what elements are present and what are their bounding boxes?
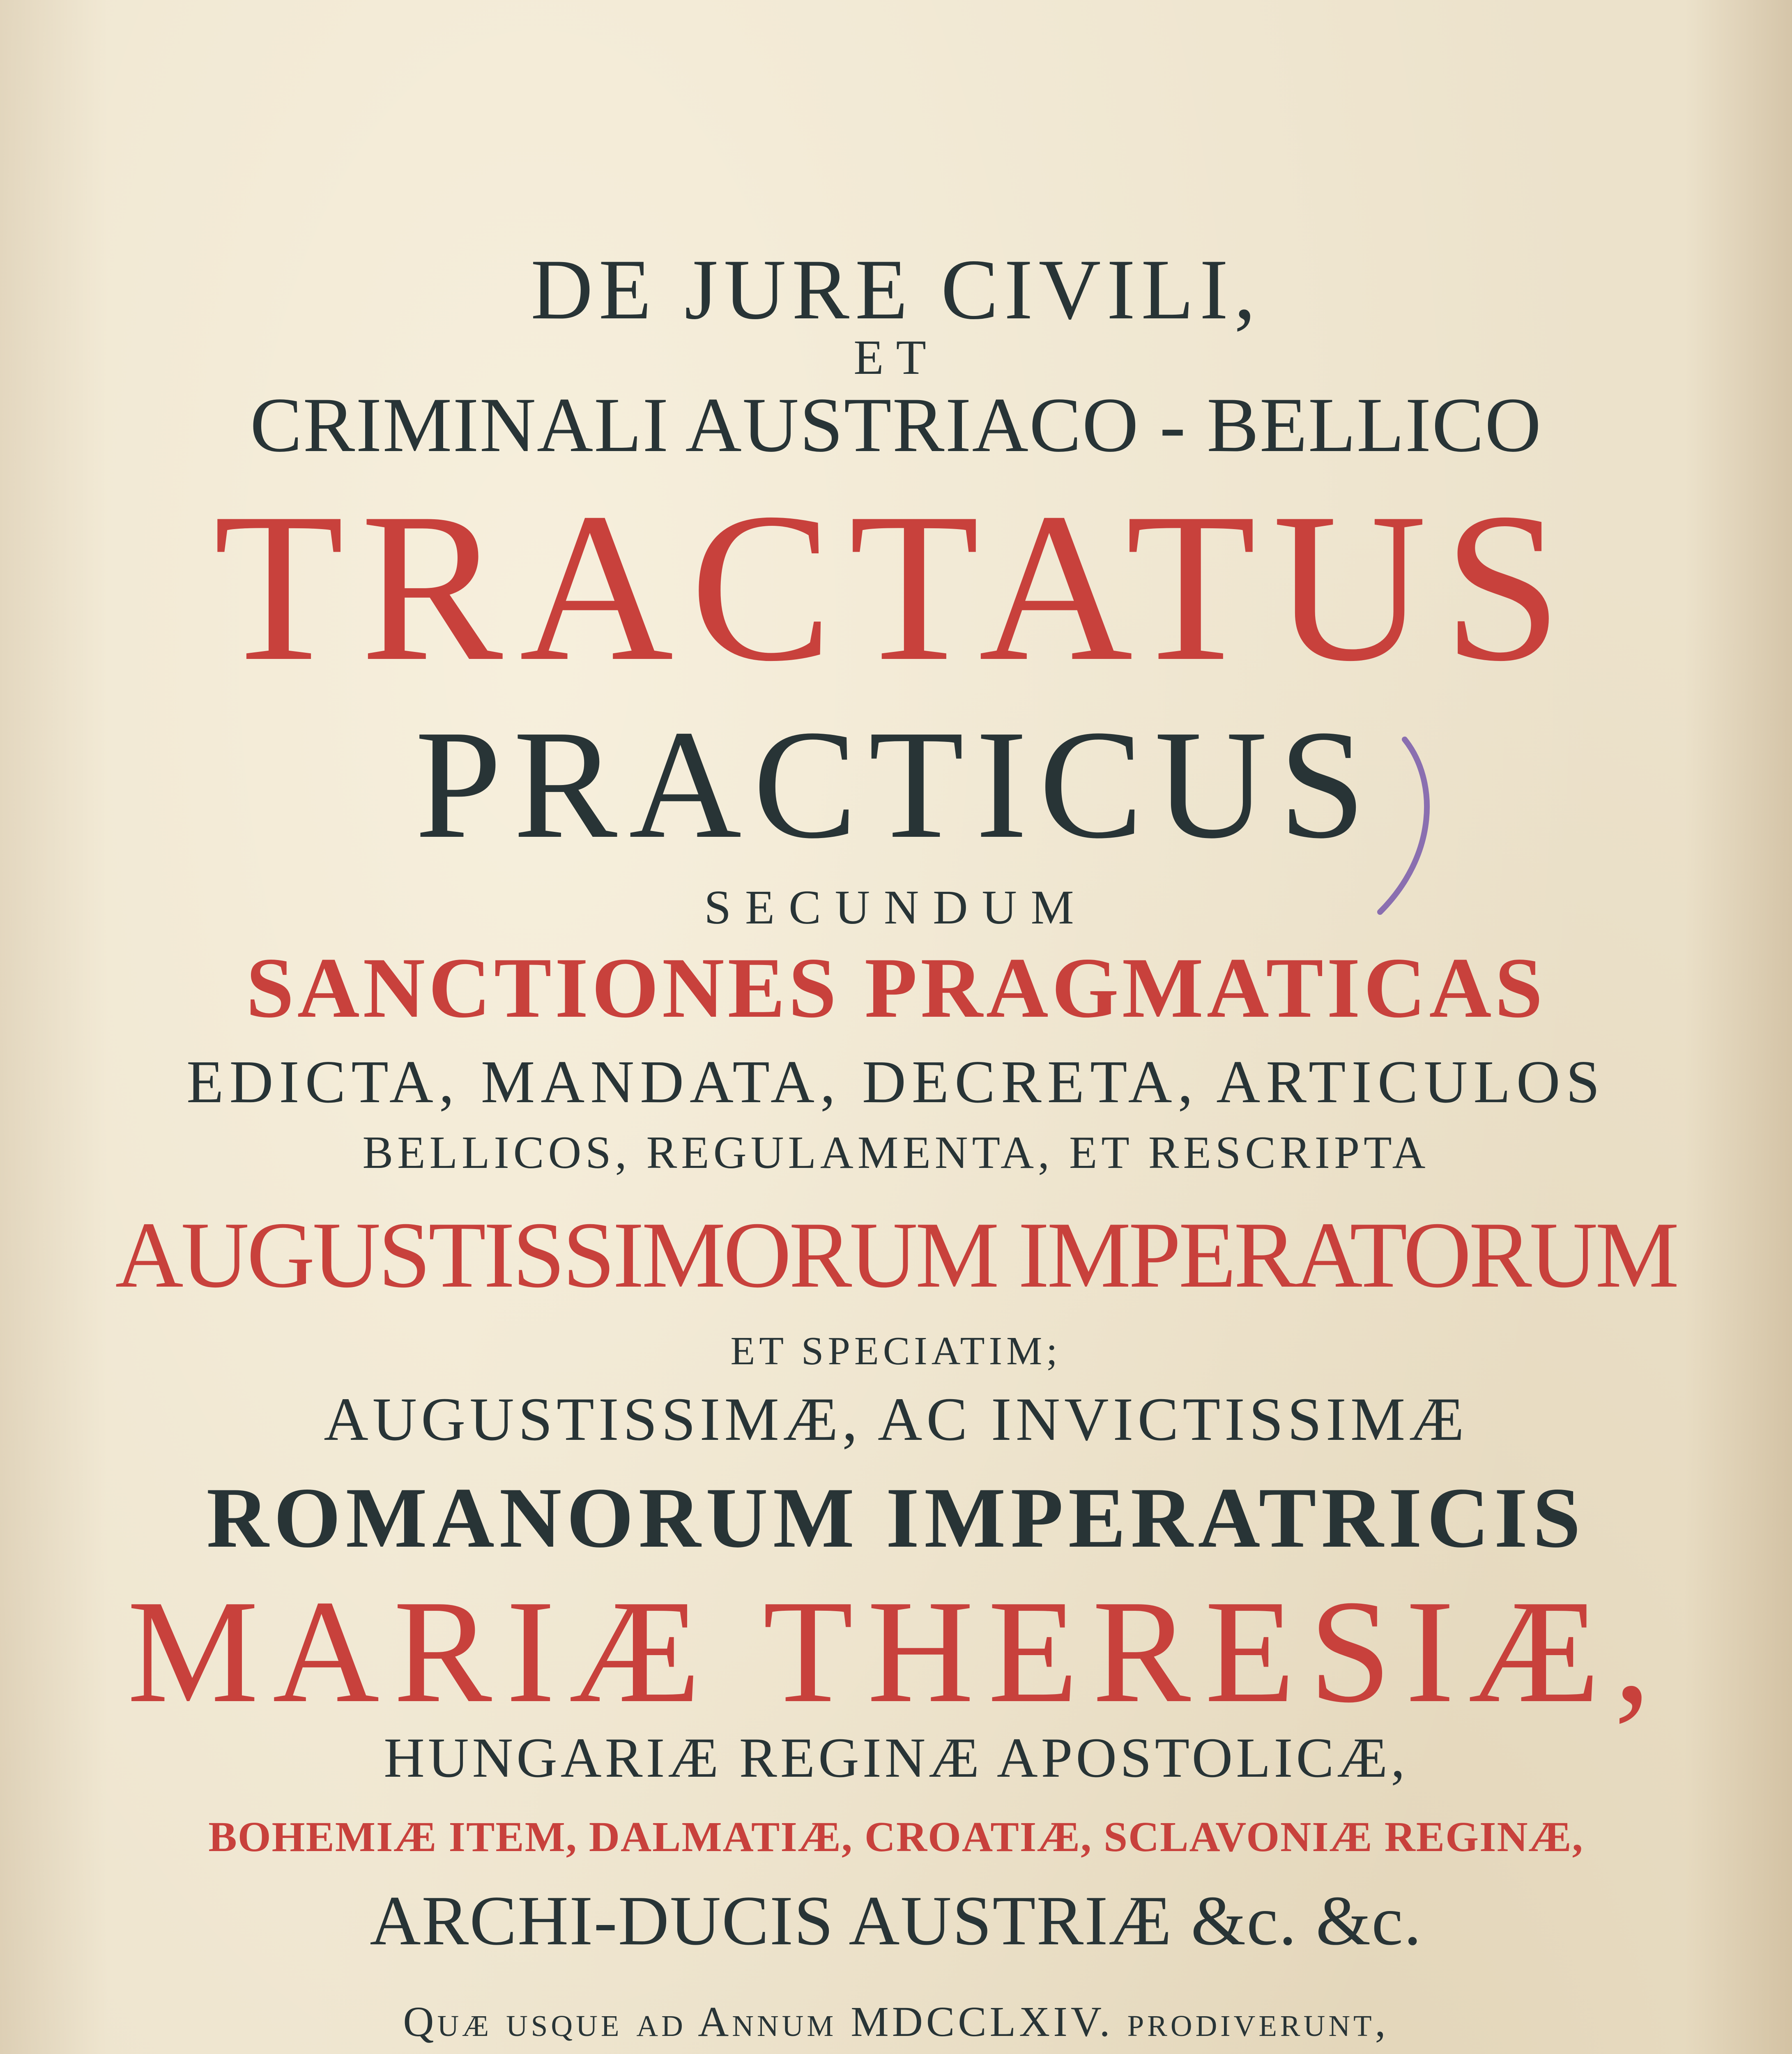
- ink-bracket-annotation: [1355, 731, 1454, 920]
- title-word-tractatus: TRACTATUS: [213, 469, 1579, 705]
- line-bellicos-regulamenta: BELLICOS, REGULAMENTA, ET RESCRIPTA: [362, 1127, 1430, 1178]
- line-mariae-theresiae: MARIÆ THERESIÆ,: [127, 1569, 1665, 1733]
- line-edicta-mandata: EDICTA, MANDATA, DECRETA, ARTICULOS: [186, 1048, 1606, 1116]
- title-word-practicus: PRACTICUS: [415, 698, 1377, 871]
- line-secundum: SECUNDUM: [704, 880, 1088, 934]
- line-hungariae-reginae: HUNGARIÆ REGINÆ APOSTOLICÆ,: [384, 1726, 1408, 1789]
- title-line-de-jure-civili: DE JURE CIVILI,: [531, 242, 1261, 337]
- line-augustissimorum-imperatorum: AUGUSTISSIMORUM IMPERATORUM: [115, 1202, 1677, 1307]
- line-bohemiae-item: BOHEMIÆ ITEM, DALMATIÆ, CROATIÆ, SCLAVONIÆ REGINÆ,: [208, 1813, 1584, 1861]
- line-archi-ducis: ARCHI-DUCIS AUSTRIÆ &c. &c.: [370, 1882, 1422, 1960]
- line-quae-usque: Quæ usque ad Annum MDCCLXIV. prodiverunt,: [403, 1998, 1389, 2045]
- line-romanorum-imperatricis: ROMANORUM IMPERATRICIS: [206, 1470, 1586, 1566]
- line-sanctiones-pragmaticas: SANCTIONES PRAGMATICAS: [246, 940, 1546, 1036]
- title-line-criminali: CRIMINALI AUSTRIACO - BELLICO: [250, 382, 1542, 468]
- line-augustissimae: AUGUSTISSIMÆ, AC INVICTISSIMÆ: [324, 1385, 1468, 1453]
- line-et-speciatim: ET SPECIATIM;: [730, 1329, 1062, 1373]
- title-line-et: ET: [853, 330, 939, 385]
